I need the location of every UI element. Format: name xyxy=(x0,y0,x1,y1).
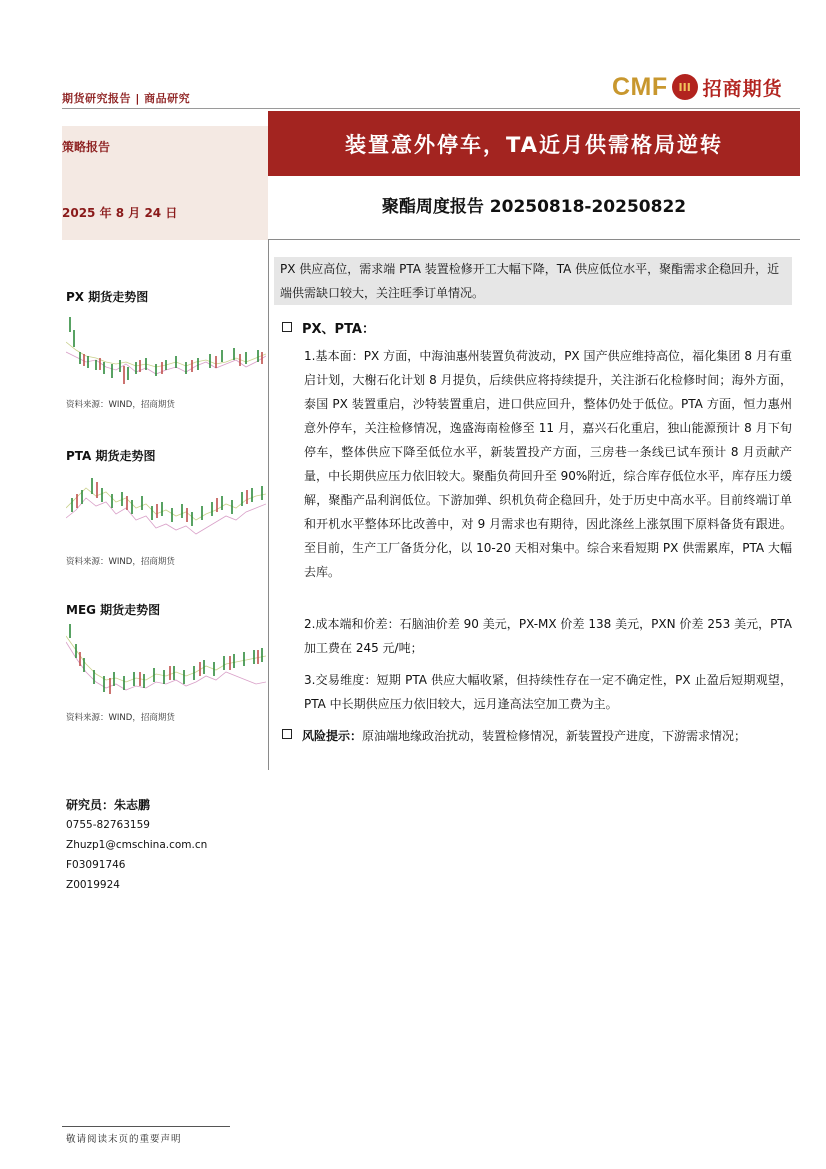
summary-box: PX 供应高位，需求端 PTA 装置检修开工大幅下降，TA 供应低位水平，聚酯需求企稳回升，近端供需缺口较大，关注旺季订单情况。 xyxy=(274,257,792,305)
px-chart-label: PX 期货走势图 xyxy=(66,290,149,304)
header-divider xyxy=(62,108,800,109)
cost-spread-paragraph: 2.成本端和价差：石脑油价差 90 美元，PX-MX 价差 138 美元，PXN 价差 253 美元，PTA 加工费在 245 元/吨； xyxy=(304,617,792,655)
report-subtitle: 聚酯周度报告 20250818-20250822 xyxy=(381,197,687,217)
trading-paragraph: 3.交易维度：短期 PTA 供应大幅收紧，但持续性存在一定不确定性，PX 止盈后短期观望，PTA 中长期供应压力依旧较大，远月逢高法空加工费为主。 xyxy=(304,673,792,711)
report-title: 装置意外停车，TA近月供需格局逆转 xyxy=(345,132,723,157)
pta-chart-source: 资料来源：WIND，招商期货 xyxy=(66,557,175,567)
risk-section xyxy=(282,724,792,748)
logo-cmf-text: CMF xyxy=(612,72,668,101)
header-category: 期货研究报告 | 商品研究 xyxy=(62,92,191,105)
logo-mark-icon: III xyxy=(672,74,698,100)
pta-futures-chart xyxy=(66,468,266,548)
meg-chart-label: MEG 期货走势图 xyxy=(66,603,161,617)
footer-divider xyxy=(62,1126,230,1127)
footer-disclaimer: 敬请阅读末页的重要声明 xyxy=(66,1134,182,1145)
meg-chart-source: 资料来源：WIND，招商期货 xyxy=(66,713,175,723)
cmf-logo xyxy=(612,70,783,104)
analyst-phone: 0755-82763159 xyxy=(66,819,150,831)
meg-futures-chart xyxy=(66,622,266,702)
risk-text: 原油端地缘政治扰动，装置检修情况，新装置投产进度，下游需求情况； xyxy=(362,729,747,743)
checkbox-bullet-icon xyxy=(282,322,292,332)
checkbox-bullet-icon xyxy=(282,729,292,739)
analyst-email: Zhuzp1@cmschina.com.cn xyxy=(66,839,208,851)
px-chart-source: 资料来源：WIND，招商期货 xyxy=(66,400,175,410)
fundamentals-paragraph: 1.基本面：PX 方面，中海油惠州装置负荷波动，PX 国产供应维持高位，福化集团 8 月有重启计划，大榭石化计划 8 月提负，后续供应将持续提升，关注浙石化检修时间；海外方面，泰国 PX 装置重启，沙特装置重启，进口供应回升，整体仍处于低位。PTA 方面，恒力惠州意外停车，关注检修情况，逸盛海南检修至 11 月，嘉兴石化重启，独山能源预计 8 月下旬停车，整体供应下降至低位水平，新装置投产方面，三房巷一条线已试车预计 8 月贡献产量，中长期供应压力依旧较大。聚酯负荷回升至 90%附近，综合库存低位水平，库存压力缓解，聚酯产品利润低位。下游加弹、织机负荷企稳回升，处于历史中高水平。目前终端订单和开机水平整体环比改善中，对 9 月需求也有期待，因此涤丝上涨氛围下原料备货有跟进。至目前，生产工厂备货分化，以 10-20 天相对集中。综合来看短期 PX 供需累库，PTA 大幅去库。 xyxy=(304,349,792,579)
px-futures-chart xyxy=(66,312,266,392)
px-pta-heading-text: PX、PTA： xyxy=(302,322,375,337)
analyst-license-z: Z0019924 xyxy=(66,879,120,891)
analyst-name: 研究员：朱志鹏 xyxy=(66,798,151,812)
pta-chart-label: PTA 期货走势图 xyxy=(66,449,156,463)
report-date: 2025 年 8 月 24 日 xyxy=(62,206,178,220)
analyst-license-f: F03091746 xyxy=(66,859,126,871)
px-pta-section-heading xyxy=(282,318,375,337)
column-divider xyxy=(268,240,269,770)
risk-heading: 风险提示： xyxy=(302,729,363,743)
logo-cn-text: 招商期货 xyxy=(702,77,783,100)
report-type: 策略报告 xyxy=(62,140,111,154)
subtitle-divider xyxy=(268,239,800,240)
